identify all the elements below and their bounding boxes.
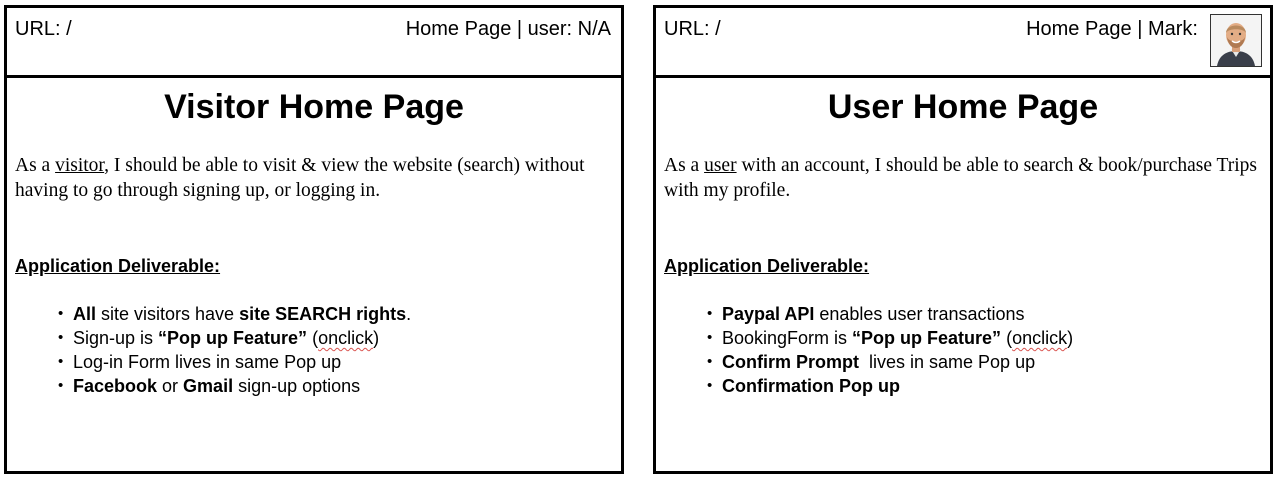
desc-part: , I should be able to visit & view the website (search) without having to go through signing up, or logging in. (15, 155, 585, 201)
deliverable-heading: Application Deliverable: (664, 256, 870, 276)
deliverable-list (704, 302, 1073, 398)
item-text: Sign-up is (73, 328, 159, 348)
item-text: site visitors have (96, 304, 240, 324)
item-text: onclick (318, 328, 374, 348)
user-home-page-card (653, 5, 1273, 474)
user-avatar-icon[interactable] (1210, 14, 1262, 67)
url-label: URL: / (15, 18, 72, 40)
desc-part: As a (15, 155, 56, 176)
item-text: Confirm Prompt (722, 352, 859, 372)
deliverable-list (55, 302, 411, 398)
desc-part: As a (664, 155, 705, 176)
item-text: ) (373, 328, 380, 348)
card-header (7, 8, 621, 78)
item-text: sign-up options (233, 376, 361, 396)
page-title: Visitor Home Page (164, 88, 464, 126)
item-text: All (73, 304, 97, 324)
item-text: site SEARCH rights (239, 304, 407, 324)
item-text: ( (1001, 328, 1013, 348)
list-item (55, 350, 411, 374)
list-item (704, 350, 1073, 374)
deliverable-heading: Application Deliverable: (15, 256, 221, 276)
list-item (704, 326, 1073, 350)
role-term: visitor (55, 155, 105, 176)
item-text: onclick (1012, 328, 1068, 348)
desc-part: with an account, I should be able to search & book/purchase Trips with my profile. (664, 155, 1258, 201)
role-term: user (704, 155, 737, 176)
item-text: lives in same Pop up (859, 352, 1036, 372)
page-info-label: Home Page | Mark: (1026, 18, 1198, 40)
item-text: BookingForm is (722, 328, 853, 348)
page-title: User Home Page (827, 88, 1099, 126)
item-text: Paypal API (722, 304, 815, 324)
page-info-label: Home Page | user: N/A (405, 18, 611, 40)
item-text: Facebook (73, 376, 158, 396)
list-item (704, 374, 1073, 398)
item-text: ) (1067, 328, 1074, 348)
list-item (55, 302, 411, 326)
list-item (55, 374, 411, 398)
item-text: Gmail (183, 376, 234, 396)
list-item (704, 302, 1073, 326)
url-label: URL: / (664, 18, 721, 40)
item-text: Log-in Form lives in same Pop up (73, 352, 342, 372)
item-text: enables user transactions (814, 304, 1025, 324)
item-text: “Pop up Feature” (852, 328, 1002, 348)
item-text: Confirmation Pop up (722, 376, 900, 396)
card-header (656, 8, 1270, 78)
list-item (55, 326, 411, 350)
item-text: “Pop up Feature” (158, 328, 308, 348)
item-text: ( (307, 328, 319, 348)
visitor-home-page-card (4, 5, 624, 474)
user-story-text (15, 153, 611, 203)
item-text: . (406, 304, 412, 324)
user-story-text (664, 153, 1260, 203)
item-text: or (157, 376, 184, 396)
